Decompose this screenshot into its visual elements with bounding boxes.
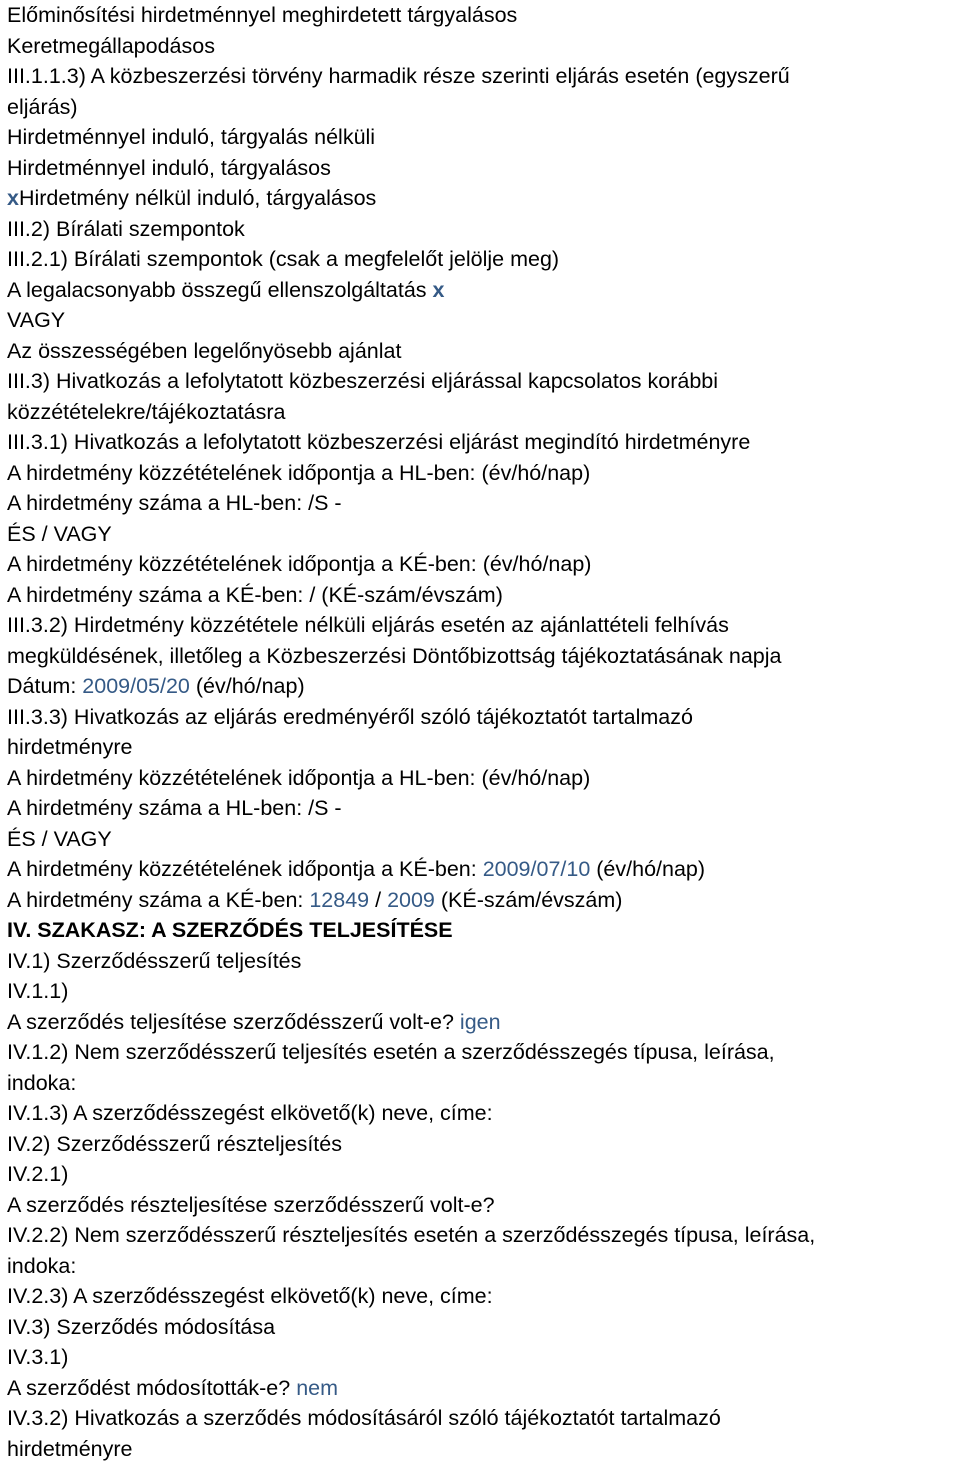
text-segment: Hirdetménnyel induló, tárgyalás nélküli — [7, 125, 375, 149]
text-line — [7, 1312, 953, 1343]
checkbox-mark: x — [433, 278, 445, 302]
text-segment: III.3) Hivatkozás a lefolytatott közbeszerzési eljárással kapcsolatos korábbi — [7, 369, 718, 393]
text-segment: III.2) Bírálati szempontok — [7, 217, 245, 241]
text-segment: IV.1.1) — [7, 979, 68, 1003]
filled-value: 2009/07/10 — [483, 857, 591, 881]
text-line — [7, 427, 953, 458]
text-line — [7, 488, 953, 519]
text-line — [7, 915, 953, 946]
text-line — [7, 885, 953, 916]
text-segment: közzétételekre/tájékoztatásra — [7, 400, 285, 424]
text-segment: / — [369, 888, 387, 912]
text-line — [7, 397, 953, 428]
text-segment: IV.1) Szerződésszerű teljesítés — [7, 949, 301, 973]
text-segment: IV.2.3) A szerződésszegést elkövető(k) neve, címe: — [7, 1284, 493, 1308]
text-line — [7, 0, 953, 31]
text-line — [7, 366, 953, 397]
filled-value: 2009 — [387, 888, 435, 912]
text-segment: (év/hó/nap) — [590, 857, 705, 881]
text-segment: A szerződés részteljesítése szerződésszerű volt-e? — [7, 1193, 495, 1217]
filled-value: nem — [296, 1376, 338, 1400]
text-line — [7, 793, 953, 824]
text-segment: A hirdetmény közzétételének időpontja a KÉ-ben: (év/hó/nap) — [7, 552, 591, 576]
text-line — [7, 214, 953, 245]
text-line — [7, 1403, 953, 1434]
text-segment: hirdetményre — [7, 735, 132, 759]
text-line — [7, 1434, 953, 1464]
text-segment: A hirdetmény közzétételének időpontja a HL-ben: (év/hó/nap) — [7, 461, 590, 485]
text-line — [7, 122, 953, 153]
text-line — [7, 519, 953, 550]
text-line — [7, 31, 953, 62]
text-segment: III.3.3) Hivatkozás az eljárás eredményéről szóló tájékoztatót tartalmazó — [7, 705, 693, 729]
text-line — [7, 976, 953, 1007]
text-segment: III.1.1.3) A közbeszerzési törvény harmadik része szerinti eljárás esetén (egyszerű — [7, 64, 790, 88]
text-segment: IV.3.1) — [7, 1345, 68, 1369]
text-line — [7, 305, 953, 336]
text-line — [7, 1129, 953, 1160]
text-line — [7, 610, 953, 641]
text-line — [7, 549, 953, 580]
text-line — [7, 580, 953, 611]
text-segment: IV. SZAKASZ: A SZERZŐDÉS TELJESÍTÉSE — [7, 918, 453, 942]
text-segment: (év/hó/nap) — [190, 674, 305, 698]
text-segment: eljárás) — [7, 95, 78, 119]
text-line — [7, 1068, 953, 1099]
filled-value: 2009/05/20 — [82, 674, 190, 698]
text-segment: Dátum: — [7, 674, 82, 698]
text-segment: A hirdetmény száma a KÉ-ben: — [7, 888, 309, 912]
text-segment: IV.1.2) Nem szerződésszerű teljesítés esetén a szerződésszegés típusa, leírása, — [7, 1040, 775, 1064]
text-line — [7, 763, 953, 794]
text-line — [7, 732, 953, 763]
text-line — [7, 1190, 953, 1221]
text-line — [7, 854, 953, 885]
text-segment: ÉS / VAGY — [7, 522, 112, 546]
checkbox-mark: x — [7, 186, 19, 210]
text-segment: IV.2.1) — [7, 1162, 68, 1186]
text-segment: IV.3.2) Hivatkozás a szerződés módosításáról szóló tájékoztatót tartalmazó — [7, 1406, 721, 1430]
text-segment: Hirdetmény nélkül induló, tárgyalásos — [19, 186, 376, 210]
text-segment: Az összességében legelőnyösebb ajánlat — [7, 339, 401, 363]
text-segment: A legalacsonyabb összegű ellenszolgáltatás — [7, 278, 433, 302]
text-segment: Hirdetménnyel induló, tárgyalásos — [7, 156, 331, 180]
text-segment: A szerződés teljesítése szerződésszerű volt-e? — [7, 1010, 460, 1034]
text-segment: (KÉ-szám/évszám) — [435, 888, 623, 912]
text-segment: VAGY — [7, 308, 65, 332]
text-segment: A hirdetmény száma a HL-ben: /S - — [7, 796, 342, 820]
text-segment: ÉS / VAGY — [7, 827, 112, 851]
filled-value: igen — [460, 1010, 501, 1034]
text-line — [7, 1037, 953, 1068]
text-line — [7, 1281, 953, 1312]
text-line — [7, 1220, 953, 1251]
text-line — [7, 153, 953, 184]
text-segment: A hirdetmény közzétételének időpontja a HL-ben: (év/hó/nap) — [7, 766, 590, 790]
text-segment: A szerződést módosították-e? — [7, 1376, 296, 1400]
filled-value: 12849 — [309, 888, 369, 912]
text-segment: A hirdetmény közzétételének időpontja a KÉ-ben: — [7, 857, 483, 881]
text-line — [7, 92, 953, 123]
text-segment: IV.2) Szerződésszerű részteljesítés — [7, 1132, 342, 1156]
text-segment: IV.1.3) A szerződésszegést elkövető(k) neve, címe: — [7, 1101, 493, 1125]
text-segment: Előminősítési hirdetménnyel meghirdetett tárgyalásos — [7, 3, 517, 27]
text-line — [7, 336, 953, 367]
text-line — [7, 1159, 953, 1190]
text-line — [7, 458, 953, 489]
text-line — [7, 671, 953, 702]
text-line — [7, 275, 953, 306]
text-line — [7, 1373, 953, 1404]
text-line — [7, 1251, 953, 1282]
text-line — [7, 1342, 953, 1373]
text-line — [7, 824, 953, 855]
text-segment: Keretmegállapodásos — [7, 34, 215, 58]
text-segment: III.2.1) Bírálati szempontok (csak a megfelelőt jelölje meg) — [7, 247, 559, 271]
text-line — [7, 183, 953, 214]
text-segment: indoka: — [7, 1071, 76, 1095]
text-segment: A hirdetmény száma a HL-ben: /S - — [7, 491, 342, 515]
text-segment: III.3.2) Hirdetmény közzététele nélküli eljárás esetén az ajánlattételi felhívás — [7, 613, 729, 637]
text-segment: indoka: — [7, 1254, 76, 1278]
text-line — [7, 702, 953, 733]
text-line — [7, 1098, 953, 1129]
text-line — [7, 61, 953, 92]
text-segment: hirdetményre — [7, 1437, 132, 1461]
text-line — [7, 946, 953, 977]
text-segment: III.3.1) Hivatkozás a lefolytatott közbeszerzési eljárást megindító hirdetményre — [7, 430, 750, 454]
text-line — [7, 1007, 953, 1038]
text-line — [7, 641, 953, 672]
text-segment: megküldésének, illetőleg a Közbeszerzési Döntőbizottság tájékoztatásának napja — [7, 644, 781, 668]
text-line — [7, 244, 953, 275]
text-segment: IV.3) Szerződés módosítása — [7, 1315, 275, 1339]
text-segment: IV.2.2) Nem szerződésszerű részteljesítés esetén a szerződésszegés típusa, leírása, — [7, 1223, 815, 1247]
text-segment: A hirdetmény száma a KÉ-ben: / (KÉ-szám/évszám) — [7, 583, 503, 607]
